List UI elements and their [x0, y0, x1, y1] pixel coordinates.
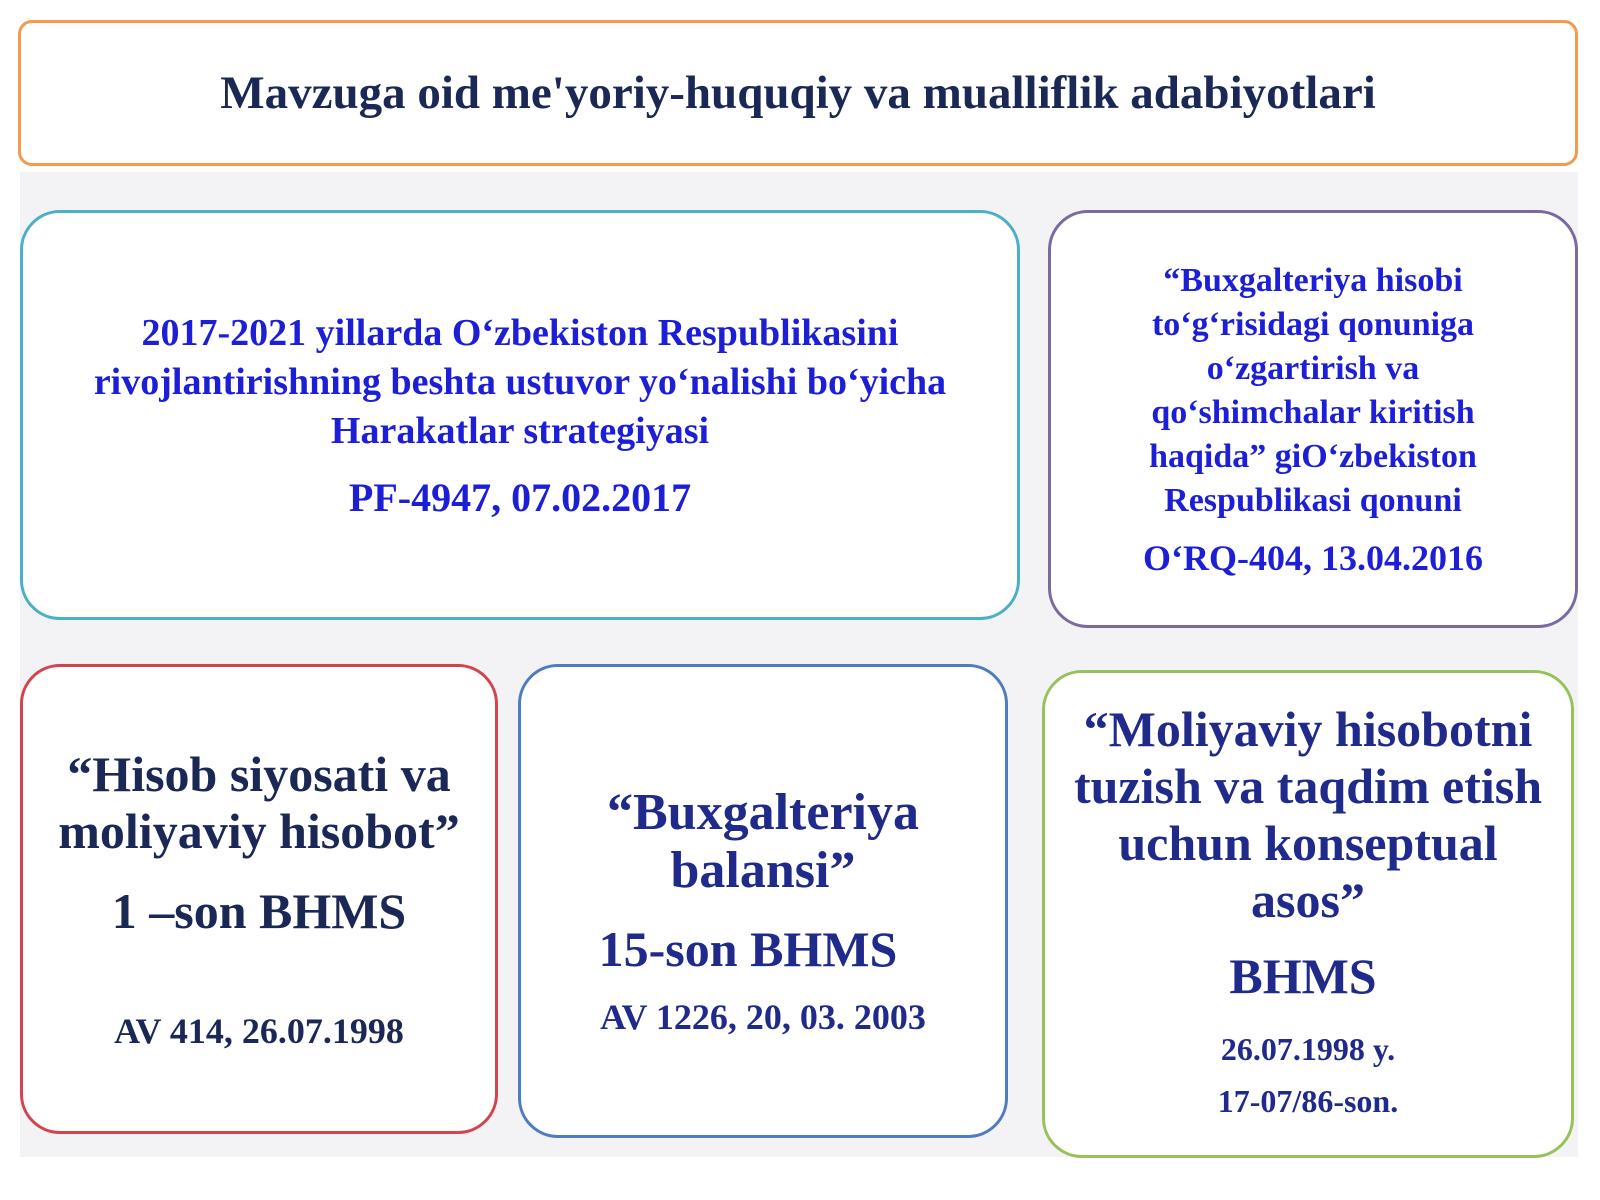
card-doc-reference: 17-07/86-son. [1217, 1083, 1399, 1119]
card-standard: BHMS [1229, 948, 1377, 1004]
card-standard: 1 –son BHMS [111, 883, 407, 939]
card-conceptual-framework [1042, 670, 1574, 1158]
card-text: “Hisob siyosati va moliyaviy hisobot” [58, 746, 460, 859]
card-action-strategy [20, 210, 1020, 620]
card-doc-reference: O‘RQ-404, 13.04.2016 [1143, 538, 1483, 578]
title-banner [18, 20, 1578, 166]
card-doc-reference: AV 414, 26.07.1998 [114, 1011, 404, 1051]
card-bhms-15 [518, 664, 1008, 1138]
card-date: 26.07.1998 y. [1220, 1031, 1396, 1067]
card-doc-reference: AV 1226, 20, 03. 2003 [600, 997, 926, 1037]
card-text: “Moliyaviy hisobotni tuzish va taqdim etish uchun konseptual asos” [1073, 701, 1543, 928]
card-text: “Buxgalteriya balansi” [607, 784, 919, 899]
card-standard: 15-son BHMS [598, 921, 898, 977]
card-text: “Buxgalteriya hisobi to‘g‘risidagi qonuniga o‘zgartirish va qo‘shimchalar kiritish haqida” giO‘zbekiston Respublikasi qonuni [1149, 262, 1477, 519]
card-bhms-1 [20, 664, 498, 1134]
card-accounting-law [1048, 210, 1578, 628]
page-title: Mavzuga oid me'yoriy-huquqiy va mualliflik adabiyotlari [220, 67, 1376, 119]
card-doc-reference: PF-4947, 07.02.2017 [348, 475, 692, 520]
card-text: 2017-2021 yillarda O‘zbekiston Respublikasini rivojlantirishning beshta ustuvor yo‘nalishi bo‘yicha Harakatlar strategiyasi [93, 312, 947, 452]
